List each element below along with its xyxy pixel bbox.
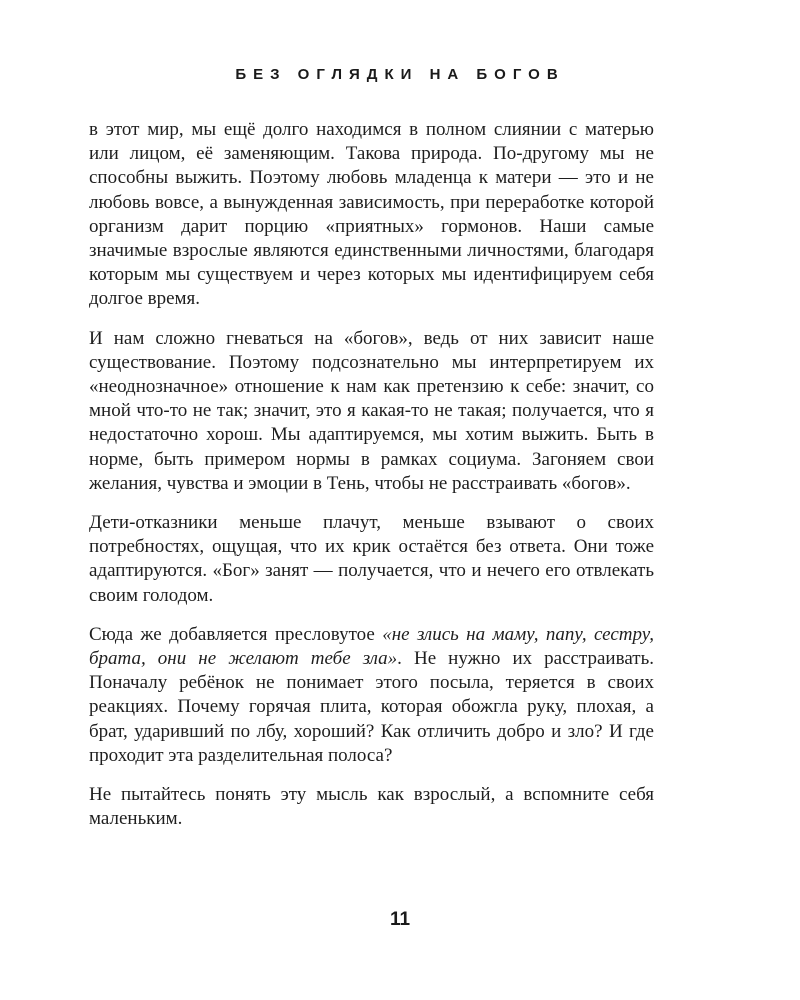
italic-quote: «не злись на маму, папу, сестру, брата, они не желают тебе зла» (89, 623, 654, 670)
paragraph-4 (89, 623, 654, 768)
paragraph-4-rest: . Не нужно их расстраивать. Поначалу ребёнок не понимает этого посыла, теряется в своих реакциях. Почему горячая плита, которая обожгла руку, плохая, а брат, ударивший по лбу, хороший? Как отличить добро и зло? И где проходит эта разделительная полоса? (89, 648, 654, 766)
paragraph-1: в этот мир, мы ещё долго находимся в полном слиянии с матерью или лицом, её заменяющим. Такова природа. По-другому мы не способны выжить. Поэтому любовь младенца к матери — это и не любовь вовсе, а вынужденная зависимость, при переработке которой организм дарит порцию «приятных» гормонов. Наши самые значимые взрослые являются единственными личностями, благодаря которым мы существуем и через которых мы идентифицируем себя долгое время. (89, 119, 654, 310)
paragraph-4-lead: Сюда же добавляется пресловутое (89, 623, 383, 645)
paragraph-3: Дети-отказники меньше плачут, меньше взывают о своих потребностях, ощущая, что их крик остаётся без ответа. Они тоже адаптируются. «Бог» занят — получается, что и нечего его отвлекать своим голодом. (89, 512, 654, 606)
paragraph-5: Не пытайтесь понять эту мысль как взрослый, а вспомните себя маленьким. (89, 784, 654, 830)
paragraph-2: И нам сложно гневаться на «богов», ведь от них зависит наше существование. Поэтому подсознательно мы интерпретируем их «неоднозначное» отношение к нам как претензию к себе: значит, со мной что-то не так; значит, это я какая-то не такая; получается, что я недостаточно хорош. Мы адаптируемся, мы хотим выжить. Быть в норме, быть примером нормы в рамках социума. Загоняем свои желания, чувства и эмоции в Тень, чтобы не расстраивать «богов». (89, 327, 654, 494)
page-number: 11 (389, 909, 411, 930)
body-text (89, 118, 654, 831)
running-header: БЕЗ ОГЛЯДКИ НА БОГОВ (235, 66, 565, 83)
